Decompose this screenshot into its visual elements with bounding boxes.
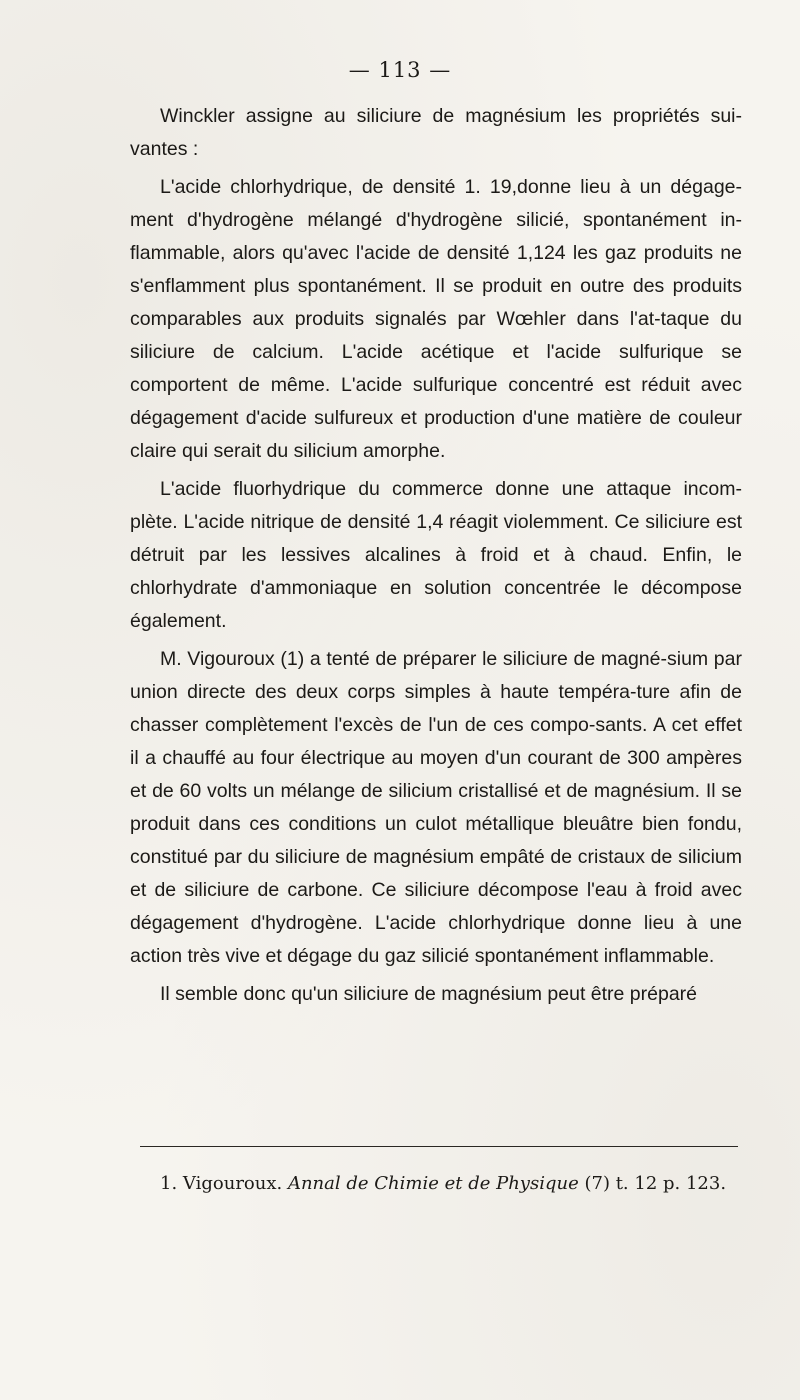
body-text (130, 100, 742, 1016)
footnote-divider (140, 1146, 738, 1147)
paragraph-5: Il semble donc qu'un siliciure de magnésium peut être préparé (160, 983, 698, 1005)
page-number: — 113 — (348, 58, 452, 82)
footnote (160, 1173, 760, 1194)
paragraph-1: Winckler assigne au siliciure de magnésium les propriétés sui-vantes : (130, 105, 742, 160)
footnote-number: 1. (160, 1173, 178, 1194)
paragraph-2: L'acide chlorhydrique, de densité 1. 19,donne lieu à un dégage-ment d'hydrogène mélangé d'hydrogène silicié, spontanément in-flammable, alors qu'avec l'acide de densité 1,124 les gaz produits ne s'enflamment plus spontanément. Il se produit en outre des produits comparables aux produits signalés par Wœhler dans l'at-taque du siliciure de calcium. L'acide acétique et l'acide sulfurique se comportent de même. L'acide sulfurique concentré est réduit avec dégagement d'acide sulfureux et production d'une matière de couleur claire qui serait du silicium amorphe. (130, 176, 742, 462)
paragraph-3: L'acide fluorhydrique du commerce donne une attaque incom-plète. L'acide nitrique de densité 1,4 réagit violemment. Ce siliciure est détruit par les lessives alcalines à froid et à chaud. Enfin, le chlorhydrate d'ammoniaque en solution concentrée le décompose également. (130, 478, 742, 632)
footnote-author: Vigouroux. (182, 1173, 283, 1194)
paragraph-4: M. Vigouroux (1) a tenté de préparer le siliciure de magné-sium par union directe des deux corps simples à haute tempéra-ture afin de chasser complètement l'excès de l'un de ces compo-sants. A cet effet il a chauffé au four électrique au moyen d'un courant de 300 ampères et de 60 volts un mélange de silicium cristallisé et de magnésium. Il se produit dans ces conditions un culot métallique bleuâtre bien fondu, constitué par du siliciure de magnésium empâté de cristaux de silicium et de siliciure de carbone. Ce siliciure décompose l'eau à froid avec dégagement d'hydrogène. L'acide chlorhydrique donne lieu à une action très vive et dégage du gaz silicié spontanément inflammable. (130, 648, 742, 967)
footnote-title: Annal de Chimie et de Physique (287, 1173, 579, 1194)
footnote-reference: (7) t. 12 p. 123. (584, 1173, 727, 1194)
